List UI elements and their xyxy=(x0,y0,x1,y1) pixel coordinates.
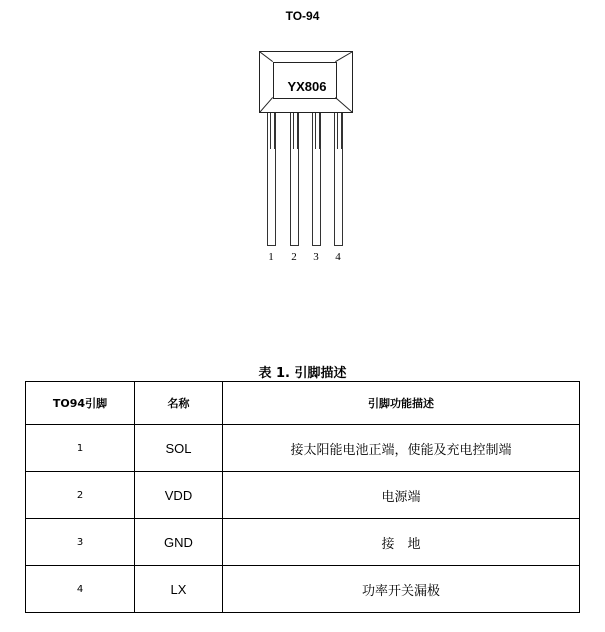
table-caption: 表 1. 引脚描述 xyxy=(258,366,347,381)
cell-pin: 4 xyxy=(26,566,135,613)
cell-name: GND xyxy=(135,519,223,566)
pin-lead-1 xyxy=(267,113,276,246)
chip-marking: YX806 xyxy=(287,79,327,94)
pin-number-3: 3 xyxy=(313,251,319,263)
header-description: 引脚功能描述 xyxy=(223,382,580,425)
cell-pin: 1 xyxy=(26,425,135,472)
table-row xyxy=(26,472,580,519)
pin-number-4: 4 xyxy=(335,251,341,263)
header-name: 名称 xyxy=(135,382,223,425)
table-row xyxy=(26,519,580,566)
pin-lead-3 xyxy=(312,113,321,246)
table-header-row xyxy=(26,382,580,425)
pin-number-1: 1 xyxy=(268,251,274,263)
cell-pin: 2 xyxy=(26,472,135,519)
cell-name: VDD xyxy=(135,472,223,519)
cell-pin: 3 xyxy=(26,519,135,566)
pin-lead-4 xyxy=(334,113,343,246)
cell-description: 接 地 xyxy=(223,519,580,566)
cell-description: 电源端 xyxy=(223,472,580,519)
pin-description-table xyxy=(25,381,580,613)
header-pin: TO94引脚 xyxy=(26,382,135,425)
chip-body xyxy=(259,51,353,113)
table-row xyxy=(26,566,580,613)
cell-name: LX xyxy=(135,566,223,613)
cell-description: 接太阳能电池正端，使能及充电控制端 xyxy=(223,425,580,472)
pin-number-2: 2 xyxy=(291,251,297,263)
table-row xyxy=(26,425,580,472)
cell-description: 功率开关漏极 xyxy=(223,566,580,613)
pin-lead-2 xyxy=(290,113,299,246)
cell-name: SOL xyxy=(135,425,223,472)
package-label: TO-94 xyxy=(285,9,320,23)
